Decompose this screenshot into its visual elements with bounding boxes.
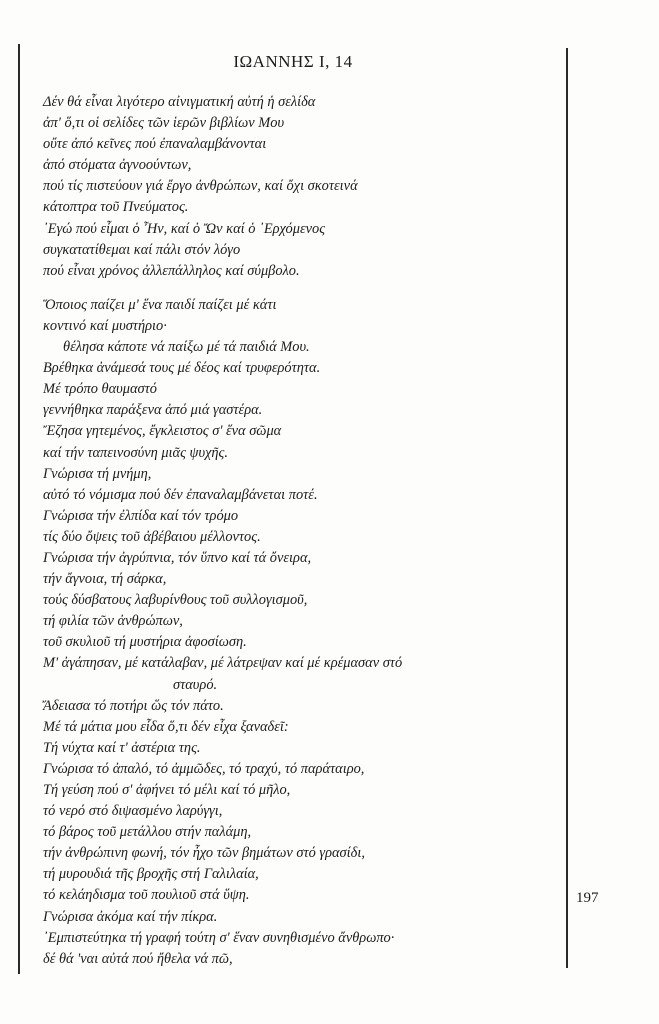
poem-line: Γνώρισα τή μνήμη,	[43, 465, 152, 482]
poem-line: τό βάρος τοῦ μετάλλου στήν παλάμη,	[43, 824, 252, 841]
poem-line: Γνώρισα ἀκόμα καί τήν πίκρα.	[43, 908, 218, 925]
stanza-2	[43, 295, 659, 970]
poem-line: Ἔζησα γητεμένος, ἔγκλειστος σ' ἕνα σῶμα	[43, 423, 282, 440]
poem-line: τό κελάηδισμα τοῦ πουλιοῦ στά ὕψη.	[43, 887, 250, 904]
poem-line: ἀπ' ὅ,τι οἱ σελίδες τῶν ἱερῶν βιβλίων Μου	[43, 115, 285, 132]
poem-line: τή μυρουδιά τῆς βροχῆς στή Γαλιλαία,	[43, 866, 259, 883]
poem-line: ἀπό στόματα ἀγνοούντων,	[43, 157, 192, 174]
poem-line: ᾿Εγώ πού εἶμαι ὁ Ἦν, καί ὁ Ὤν καί ὁ ᾿Ερχόμενος	[43, 220, 326, 237]
page-number: 197	[576, 890, 599, 906]
poem-line: γεννήθηκα παράξενα ἀπό μιά γαστέρα.	[43, 402, 263, 419]
poem-line: πού εἶναι χρόνος ἀλλεπάλληλος καί σύμβολο.	[43, 262, 300, 279]
poem-line: Μ' ἀγάπησαν, μέ κατάλαβαν, μέ λάτρεψαν καί μέ κρέμασαν στό	[43, 655, 403, 672]
poem-line: Γνώρισα τήν ἀγρύπνια, τόν ὕπνο καί τά ὄνειρα,	[43, 549, 312, 566]
poem-line: Μέ τρόπο θαυμαστό	[43, 381, 157, 398]
poem-line: τίς δύο ὄψεις τοῦ ἀβέβαιου μέλλοντος.	[43, 528, 261, 545]
poem-line: Τή νύχτα καί τ' ἀστέρια της.	[43, 739, 201, 756]
poem-line: τή φιλία τῶν ἀνθρώπων,	[43, 613, 183, 630]
poem-line: καί τήν ταπεινοσύνη μιᾶς ψυχῆς.	[43, 444, 228, 461]
poem-line: πού τίς πιστεύουν γιά ἔργο ἀνθρώπων, καί ὄχι σκοτεινά	[43, 178, 358, 195]
poem-line: τούς δύσβατους λαβυρίνθους τοῦ συλλογισμοῦ,	[43, 592, 308, 609]
poem-line: Μέ τά μάτια μου εἶδα ὅ,τι δέν εἶχα ξαναδεῖ:	[43, 718, 289, 735]
poem-line: κάτοπτρα τοῦ Πνεύματος.	[43, 199, 189, 216]
poem-line: τοῦ σκυλιοῦ τή μυστήρια ἀφοσίωση.	[43, 634, 247, 651]
stanza-1	[43, 92, 659, 282]
poem-line: θέλησα κάποτε νά παίξω μέ τά παιδιά Μου.	[63, 339, 310, 356]
poem-line: ᾿Εμπιστεύτηκα τή γραφή τούτη σ' ἕναν συνηθισμένο ἄνθρωπο·	[43, 929, 395, 946]
page-title: ΙΩΑΝΝΗΣ Ι, 14	[233, 52, 353, 71]
poem-line: Ὅποιος παίζει μ' ἕνα παιδί παίζει μέ κάτι	[43, 296, 277, 313]
poem-line: αὐτό τό νόμισμα πού δέν ἐπαναλαμβάνεται ποτέ.	[43, 486, 318, 503]
poem-line: συγκατατίθεμαι καί πάλι στόν λόγο	[43, 241, 241, 258]
poem-line: Βρέθηκα ἀνάμεσά τους μέ δέος καί τρυφερότητα.	[43, 360, 321, 377]
poem-line: κοντινό καί μυστήριο·	[43, 317, 167, 334]
poem-line: τό νερό στό διψασμένο λαρύγγι,	[43, 803, 223, 820]
poem-line: τήν ἀνθρώπινη φωνή, τόν ἦχο τῶν βημάτων στό γρασίδι,	[43, 845, 365, 862]
poem-text	[43, 92, 659, 970]
poem-line: Δέν θά εἶναι λιγότερο αἰνιγματική αὐτή ἡ σελίδα	[43, 94, 316, 110]
poem-line: δέ θά 'ναι αὐτά πού ἤθελα νά πῶ,	[43, 950, 233, 967]
poem-line: τήν ἄγνοια, τή σάρκα,	[43, 571, 167, 588]
poem-line: σταυρό.	[173, 676, 218, 693]
poem-line: Ἄδειασα τό ποτήρι ὥς τόν πάτο.	[43, 697, 224, 714]
poem-line: Γνώρισα τό ἀπαλό, τό ἀμμῶδες, τό τραχύ, τό παράταιρο,	[43, 760, 365, 777]
left-margin-rule	[18, 44, 20, 974]
poem-line: οὔτε ἀπό κεῖνες πού ἐπαναλαμβάνονται	[43, 136, 267, 153]
poem-line: Γνώρισα τήν ἐλπίδα καί τόν τρόμο	[43, 507, 239, 524]
poem-line: Τή γεύση πού σ' ἀφήνει τό μέλι καί τό μῆλο,	[43, 782, 291, 798]
